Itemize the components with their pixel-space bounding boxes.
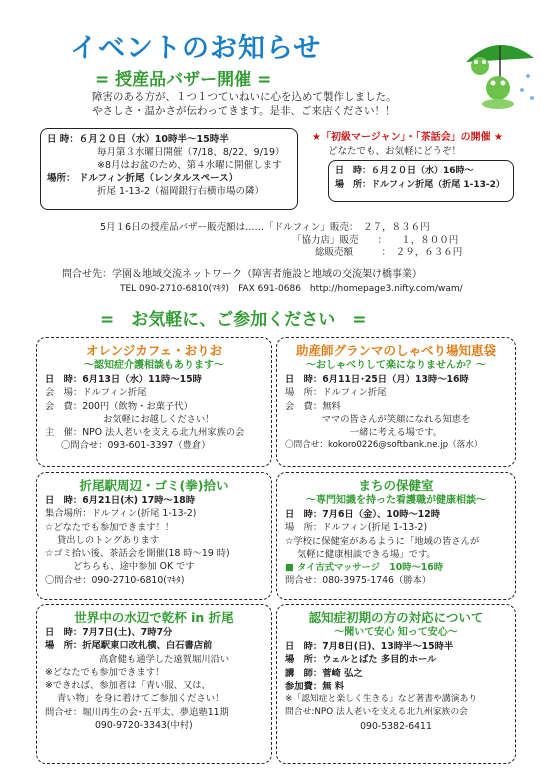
event-line: 気軽に健康相談できる場」です。	[297, 548, 436, 560]
mahjong-subtitle: どなたでも、お気軽にどうぞ！	[328, 146, 462, 157]
event-line: 090-9720-3343(中村)	[95, 720, 193, 732]
event-card-health-room	[276, 472, 516, 600]
event-line: ※できれば、参加者は「青い服、又は、	[45, 680, 211, 692]
event-subtitle: 〜おしゃべりして楽になりませんか？〜	[306, 360, 486, 371]
contact-org: 問合せ先：学園＆地域交流ネットワーク（障害者施設と地域の交流架け橋事業）	[62, 269, 422, 280]
event-line: 一緒に考える場です。	[349, 427, 443, 439]
event-line: 場 所：ウェルとばた 多目的ホール	[285, 654, 437, 666]
event-line: 場 所：ドルフィン(折尾 1-13-2)	[285, 522, 428, 534]
event-line: どちらも、途中参加 OK です	[73, 561, 195, 573]
event-line: 日 時：7月8日(日)、13時半〜15時半	[285, 641, 454, 652]
event-line: 日 時：6月13日（水）11時〜15時	[45, 374, 202, 385]
sales-line: 5月１6日の授産品バザー販売額は‥‥‥「ドルフィン」販売： ２７，８３６円	[100, 222, 430, 233]
event-subtitle: 〜認知症介護相談もあります〜	[84, 360, 224, 371]
event-line: 会 費：無料	[285, 400, 341, 412]
event-title: 折尾駅周辺・ゴミ(拳)拾い	[79, 478, 229, 493]
intro-text	[92, 90, 397, 118]
event-line: 問合せ:NPO 法人老いを支える北九州家族の会	[285, 707, 468, 718]
event-line: ☆学校に保健室があるように「地域の皆さんが	[285, 535, 480, 547]
event-subtitle: 〜専門知識を持った看護職が健康相談〜	[306, 495, 486, 506]
event-line: 日 時：6月11日･25日（月）13時〜16時	[285, 374, 469, 385]
event-card-orange-cafe	[36, 337, 272, 467]
event-line: 高倉健も通学した遠賀堀川沿い	[99, 653, 230, 665]
event-line: 場 所：折尾駅東口改札横、白石書店前	[45, 640, 213, 652]
bazaar-schedule: 毎月第３水曜日開催（7/18、8/22、9/19）	[97, 147, 285, 158]
event-line: 日 時：6月21日(木) 17時〜18時	[45, 495, 195, 506]
bazaar-note: ※8月はお盆のため、第４水曜に開催します	[97, 160, 282, 171]
event-line: ☆どなたでも参加できます！！	[45, 521, 175, 533]
event-line: 日 時：7月6日（金）、10時〜12時	[285, 509, 441, 520]
event-card-midwife	[276, 337, 516, 467]
event-line: 会 費：200円（飲物・お菓子代）	[45, 400, 193, 412]
event-line: 問合せ：080-3975-1746（勝本）	[285, 575, 432, 587]
event-line: 問合せ：堀川再生の会･五平太、夢追塾11期	[45, 706, 229, 718]
sales-report	[100, 222, 462, 260]
event-line: 主 催：NPO 法人老いを支える北九州家族の会	[45, 427, 245, 439]
event-title: 助産師グランマのしゃべり場知恵袋	[295, 343, 496, 358]
bazaar-address: 折尾 1-13-2（福岡銀行右横市場の隣）	[97, 186, 265, 197]
bazaar-info-box	[40, 128, 298, 210]
event-title: 世界中の水辺で乾杯 in 折尾	[74, 610, 234, 625]
mahjong-date: 日 時：６月２０日（水）16時〜	[335, 166, 474, 176]
event-line: 貸出しのトングあります	[57, 534, 160, 546]
event-subtitle: 〜聞いて安心 知って安心〜	[334, 627, 458, 638]
event-line: お気軽にお越しください！	[103, 413, 215, 425]
mahjong-info-box	[328, 160, 514, 202]
mahjong-place: 場 所：ドルフィン折尾（折尾 1-13-2）	[335, 180, 505, 190]
bazaar-place: 場所： ドルフィン折尾（レンタルスペース）	[47, 173, 239, 184]
event-line: ※「認知症と楽しく生きる」など著書や講演あり	[285, 694, 478, 705]
sales-total: 総販売額 ： ２９，６３６円	[315, 247, 463, 258]
frog-umbrella-illustration	[458, 28, 538, 114]
event-title: まちの保健室	[358, 478, 434, 493]
bazaar-heading: = 授産品バザー開催 =	[95, 70, 272, 90]
intro-line: やさしさ・温かさが伝わってきます。是非、ご来店ください！！	[92, 105, 396, 117]
sales-line: 「協力店」販売 ： １，８００円	[292, 234, 459, 246]
event-card-dementia	[276, 604, 516, 764]
event-line: ☆ゴミ拾い後、茶話会を開催(18 時〜19 時)	[45, 548, 230, 560]
event-line: 講 師：菅崎 弘之	[285, 667, 363, 679]
page-title: イベントのお知らせ	[70, 33, 322, 64]
event-line: 〇問合せ：kokoro0226@softbank.ne.jp（落水）	[285, 440, 483, 451]
join-heading: = お気軽に、ご参加ください =	[100, 310, 367, 330]
event-line: 参加費：無 料	[285, 680, 345, 692]
event-line: ■ タイ古式マッサージ 10時〜16時	[285, 562, 444, 574]
intro-line: 障害のある方が、１つ１つていねいに心を込めて製作しました。	[92, 91, 397, 103]
event-line: ママの皆さんが笑顔になれる知恵を	[321, 413, 471, 425]
event-card-trash-pickup	[36, 472, 272, 600]
event-line: ※どなたでも参加できます！	[45, 666, 165, 678]
event-line: 日 時：7月7日(土)、7時7分	[45, 627, 173, 638]
event-card-toast	[36, 604, 272, 764]
event-line: 〇問合せ：090-2710-6810(ﾏｷﾀ)	[45, 574, 185, 586]
mahjong-title: ★「初級マージャン」・「茶話会」の開催 ★	[312, 132, 504, 143]
bazaar-date: 日 時：６月２０日（水）10時半〜15時半	[47, 134, 229, 145]
event-title: 認知症初期の方の対応について	[308, 610, 484, 625]
contact-phone-fax-url: TEL 090-2710-6810(ﾏｷﾀ) FAX 691-0686 http://homepage3.nifty.com/wam/	[120, 284, 463, 294]
event-line: 会 場：ドルフィン折尾	[45, 387, 147, 399]
event-line: 090-5382-6411	[360, 720, 432, 732]
contact-info	[62, 268, 463, 296]
event-title: オレンジカフェ・おりお	[85, 343, 223, 358]
event-line: 集合場所：ドルフィン(折尾 1-13-2)	[45, 508, 197, 520]
event-line: 場 所：ドルフィン折尾	[285, 387, 387, 399]
event-line: 〇問合せ：093-601-3397（豊倉）	[61, 440, 211, 452]
event-line: 青い物」を身に着けてご参加ください！	[57, 693, 225, 705]
